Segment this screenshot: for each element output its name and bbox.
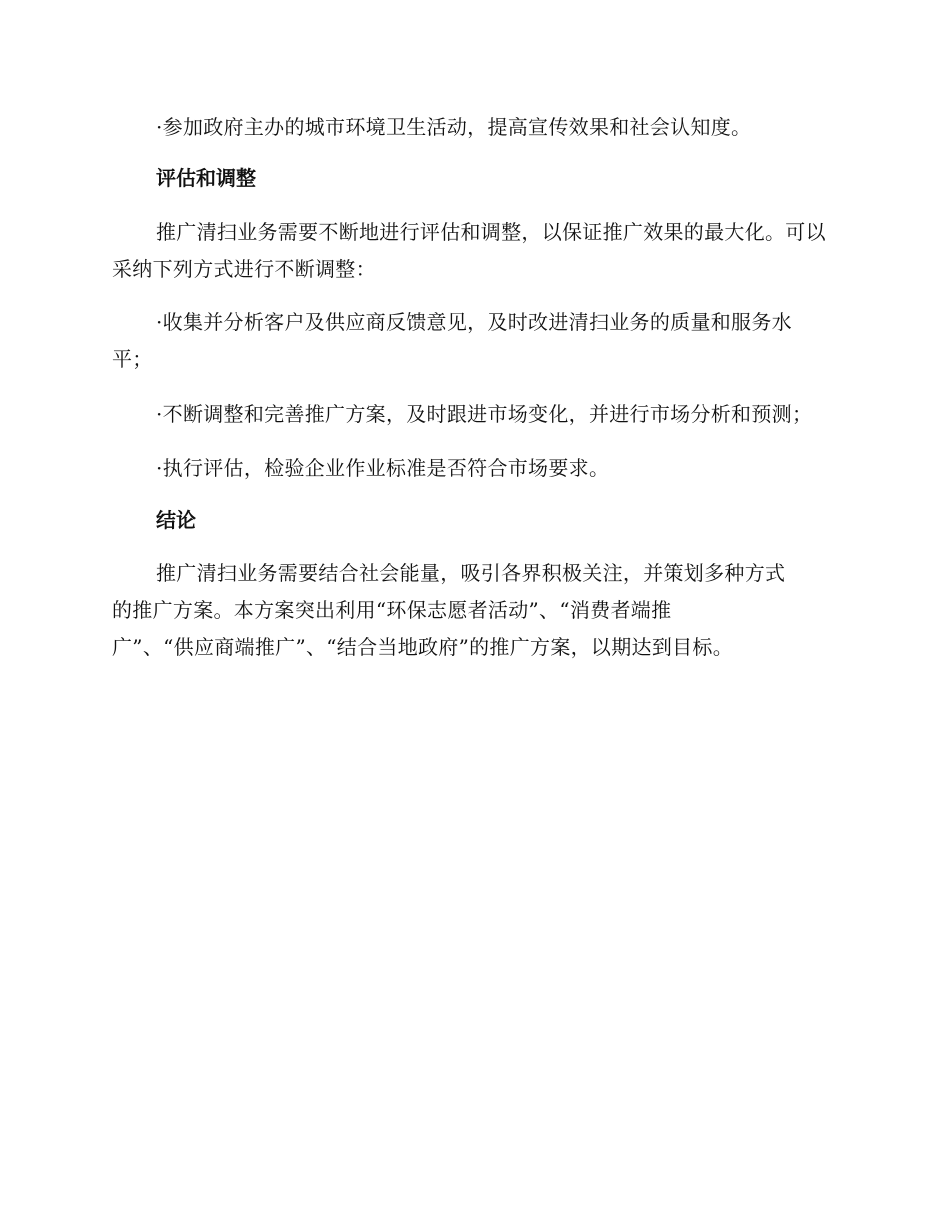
paragraph-conclusion: [112, 555, 832, 666]
paragraph-evaluation: 推广清扫业务需要不断地进行评估和调整，以保证推广效果的最大化。可以采纳下列方式进行不断调整：: [112, 220, 826, 281]
paragraph-conclusion-line-3: 广”、“供应商端推广”、“结合当地政府”的推广方案，以期达到目标。: [112, 635, 734, 659]
paragraph-conclusion-line-1: 推广清扫业务需要结合社会能量，吸引各界积极关注，并策划多种方式: [156, 561, 786, 585]
section-heading-evaluation: 评估和调整: [156, 166, 256, 190]
section-heading-conclusion: 结论: [156, 508, 196, 532]
paragraph-conclusion-line-2: 的推广方案。本方案突出利用“环保志愿者活动”、“消费者端推: [112, 598, 672, 622]
bullet-item-government-activity: ·参加政府主办的城市环境卫生活动，提高宣传效果和社会认知度。: [156, 115, 752, 139]
bullet-item-feedback: ·收集并分析客户及供应商反馈意见，及时改进清扫业务的质量和服务水平；: [112, 310, 792, 371]
document-page: [112, 109, 832, 666]
bullet-item-execute-evaluation: ·执行评估，检验企业作业标准是否符合市场要求。: [156, 456, 610, 480]
bullet-item-adjust-plan: ·不断调整和完善推广方案，及时跟进市场变化，并进行市场分析和预测；: [156, 402, 813, 426]
